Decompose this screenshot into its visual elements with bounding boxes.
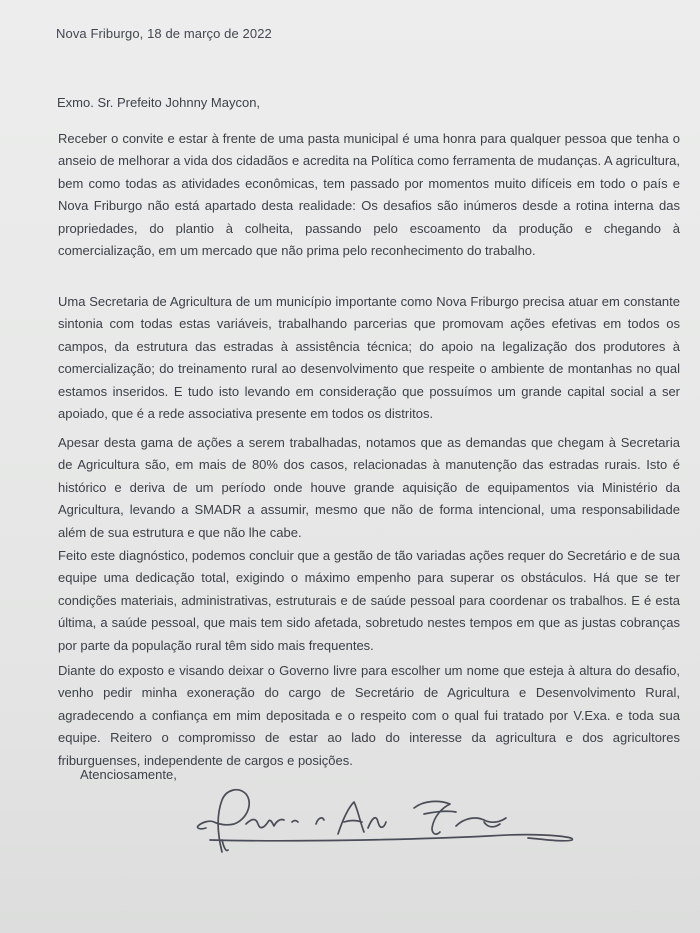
paragraph-resignation: Diante do exposto e visando deixar o Governo livre para escolher um nome que esteja à altura do desafio, venho pedir minha exoneração do cargo de Secretário de Agricultura e Desenvolvimento Rural, agradecendo a confiança em mim depositada e o respeito com o qual fui tratado por V.Exa. e toda sua equipe. Reitero o compromisso de estar ao lado do interesse da agricultura e dos agricultores friburguenses, independente de cargos e posições. <box>58 663 680 768</box>
paragraph-invitation: Receber o convite e estar à frente de uma pasta municipal é uma honra para qualquer pessoa que tenha o anseio de melhorar a vida dos cidadãos e acredita na Política como ferramenta de mudanças. A agricultura, bem como todas as atividades econômicas, tem passado por momentos muito difíceis em todo o país e Nova Friburgo não está apartado desta realidade: Os desafios são inúmeros desde a rotina interna das propriedades, do plantio à colheita, passando pelo escoamento da produção e chegando à comercialização, em um mercado que não prima pelo reconhecimento do trabalho. <box>58 131 680 259</box>
paragraph-diagnosis: Feito este diagnóstico, podemos concluir que a gestão de tão variadas ações requer do Secretário e de sua equipe uma dedicação total, exigindo o máximo empenho para superar os obstáculos. Há que se ter condições materiais, administrativas, estruturais e de saúde pessoal para coordenar os trabalhos. E é esta última, a saúde pessoal, que mais tem sido afetada, sobretudo nestes tempos em que as justas cobranças por parte da população rural têm sido mais frequentes. <box>58 548 680 653</box>
date-line: Nova Friburgo, 18 de março de 2022 <box>56 26 272 41</box>
paragraph-secretariat-role: Uma Secretaria de Agricultura de um município importante como Nova Friburgo precisa atuar em constante sintonia com todas estas variáveis, trabalhando parcerias que promovam ações efetivas em todos os campos, da estrutura das estradas à assistência técnica; do apoio na legalização dos produtores à comercialização; do treinamento rural ao desenvolvimento que respeite o ambiente de montanhas no qual estamos inseridos. E tudo isto levando em consideração que possuímos um grande capital social a ser apoiado, que é a rede associativa presente em todos os distritos. <box>58 294 680 422</box>
signature-icon <box>188 778 588 873</box>
salutation: Exmo. Sr. Prefeito Johnny Maycon, <box>57 95 261 110</box>
paragraph-road-demands: Apesar desta gama de ações a serem trabalhadas, notamos que as demandas que chegam à Secretaria de Agricultura são, em mais de 80% dos casos, relacionadas à manutenção das estradas rurais. Isto é histórico e deriva de um período onde houve grande aquisição de equipamentos via Ministério da Agricultura, levando a SMADR a assumir, mesmo que não de forma intencional, uma responsabilidade além de sua estrutura e que não lhe cabe. <box>58 435 680 540</box>
closing: Atenciosamente, <box>80 767 177 782</box>
